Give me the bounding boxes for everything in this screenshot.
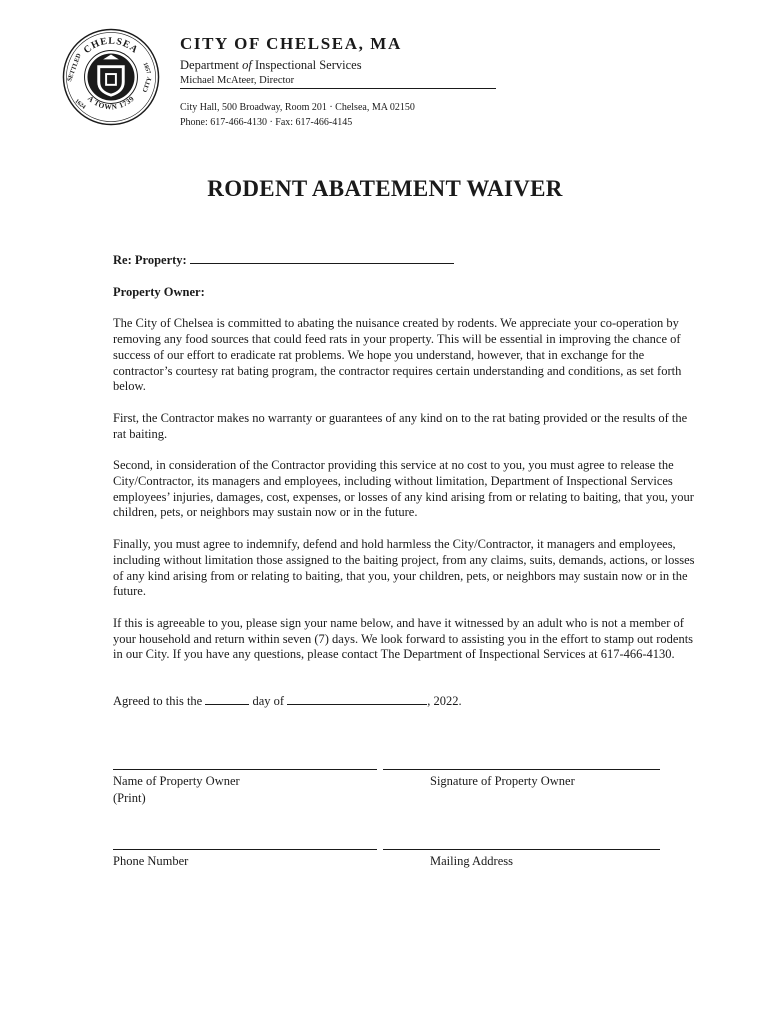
mailing-address-line[interactable] — [383, 849, 660, 850]
city-seal-logo — [62, 28, 160, 126]
agreement-prefix: Agreed to this the — [113, 694, 203, 709]
svg-text:CHELSEA — [82, 36, 141, 57]
department-suffix: Inspectional Services — [255, 58, 362, 72]
owner-name-label: Name of Property Owner — [113, 774, 240, 788]
re-property-label: Re: Property: — [113, 253, 187, 267]
owner-signature-label: Signature of Property Owner — [430, 774, 575, 788]
seal-left-text: SETTLED — [66, 52, 83, 83]
paragraph-first: First, the Contractor makes no warranty or guarantees of any kind on to the rat bating provided or the results of the rat baiting. — [113, 410, 688, 441]
office-address: City Hall, 500 Broadway, Room 201 · Chelsea, MA 02150 — [180, 102, 415, 113]
agreement-suffix: , 2022. — [427, 694, 462, 709]
seal-right-text: CITY — [141, 76, 154, 94]
seal-emblem-icon — [87, 53, 134, 100]
seal-year-right: 1857 — [141, 61, 152, 76]
re-property-line — [113, 252, 703, 269]
phone-number-label: Phone Number — [113, 854, 189, 868]
office-phone-fax: Phone: 617-466-4130 · Fax: 617-466-4145 — [180, 117, 353, 128]
agreement-middle: day of — [252, 694, 285, 709]
letterhead — [180, 34, 496, 130]
agreement-line — [113, 693, 703, 710]
owner-signature-line[interactable] — [383, 769, 660, 770]
seal-top-text: CHELSEA — [81, 35, 141, 57]
document-body — [113, 252, 703, 710]
phone-number-line[interactable] — [113, 849, 377, 850]
paragraph-agreeable: If this is agreeable to you, please sign your name below, and have it witnessed by an adult who is not a member of your household and return within seven (7) days. We look forward to assisting you in the effort to stamp out rodents in our City. If you have any questions, please contact The Department of Inspectional Services at 617-466-4130. — [113, 615, 694, 662]
property-owner-label: Property Owner: — [113, 284, 205, 299]
owner-name-print-label: (Print) — [113, 791, 146, 805]
seal-year-left: 1624 — [73, 98, 87, 111]
document-title: RODENT ABATEMENT WAIVER — [207, 176, 563, 201]
paragraph-second: Second, in consideration of the Contractor providing this service at no cost to you, you must agree to release the City/Contractor, its managers and employees, including without limitation, Department of Inspectional Services employees’ injuries, damages, cost, expenses, or losses of any kind arising from or relating to baiting, that you, your children, pets, or neighbors may sustain now or in the future. — [113, 458, 694, 520]
agreement-day-blank[interactable] — [205, 693, 249, 705]
agreement-month-blank[interactable] — [287, 693, 427, 705]
paragraph-intro: The City of Chelsea is committed to abating the nuisance created by rodents. We appreciate your co-operation by removing any food sources that could feed rats in your property. This will be essential in improving the chance of success of our effort to eradicate rat problems. We hope you understand, however, that in exchange for the contractor’s courtesy rat bating program, the contractor requires certain understanding and conditions, as set forth below. — [113, 316, 682, 394]
mailing-address-label: Mailing Address — [430, 854, 513, 868]
city-name: CITY OF CHELSEA, MA — [180, 34, 402, 53]
director-name: Michael McAteer, Director — [180, 74, 496, 89]
owner-name-line[interactable] — [113, 769, 377, 770]
department-prefix: Department — [180, 58, 240, 72]
seal-bottom-text: A TOWN 1739 — [85, 93, 137, 112]
department-name — [180, 57, 496, 73]
department-of: of — [242, 58, 252, 72]
property-blank[interactable] — [190, 252, 454, 264]
paragraph-finally: Finally, you must agree to indemnify, defend and hold harmless the City/Contractor, it managers and employees, including without limitation those assigned to the baiting project, from any claims, suits, demands, actions, or losses of any kind arising from or relating to baiting, that you, your children, pets, or neighbors may sustain now or in the future. — [113, 537, 695, 599]
